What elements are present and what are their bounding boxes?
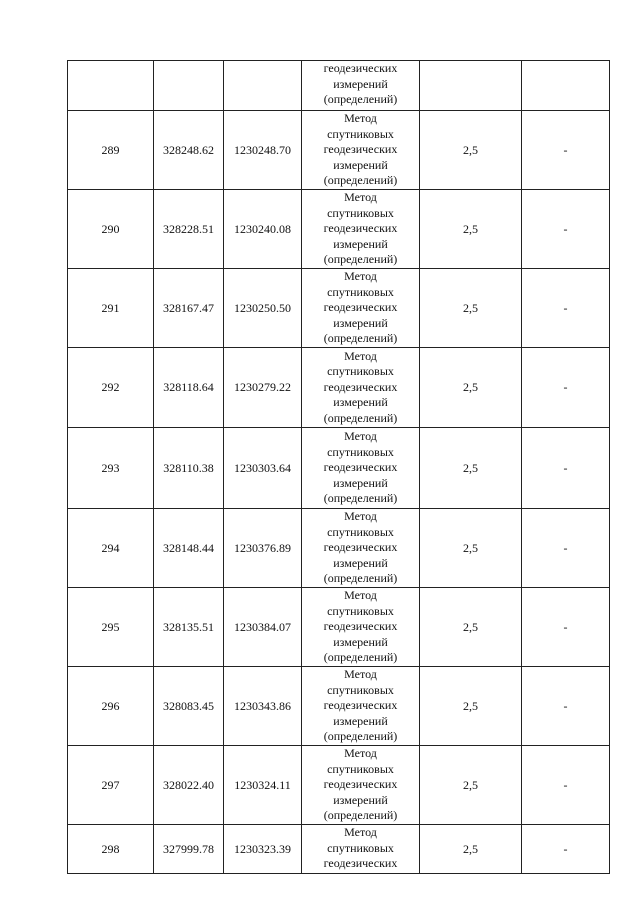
- cell-note: -: [522, 588, 610, 667]
- cell-y: 1230323.39: [224, 825, 302, 874]
- method-line: измерений: [333, 157, 388, 172]
- method-line: спутниковых: [327, 364, 394, 379]
- method-line: спутниковых: [327, 205, 394, 220]
- cell-x: [154, 61, 224, 111]
- method-line: (определений): [323, 571, 398, 586]
- method-line: измерений: [333, 315, 388, 330]
- method-line: спутниковых: [327, 761, 394, 776]
- cell-accuracy: 2,5: [420, 825, 522, 874]
- coordinates-table: [67, 60, 610, 874]
- method-line: Метод: [344, 509, 377, 524]
- method-line: (определений): [323, 410, 398, 425]
- method-line: геодезических: [323, 379, 398, 394]
- method-line: Метод: [344, 269, 377, 284]
- cell-y: 1230376.89: [224, 509, 302, 588]
- cell-point-number: 289: [68, 111, 154, 190]
- cell-y: 1230279.22: [224, 348, 302, 428]
- method-line: Метод: [344, 588, 377, 603]
- cell-accuracy: 2,5: [420, 509, 522, 588]
- method-line: геодезических: [323, 460, 398, 475]
- cell-accuracy: 2,5: [420, 269, 522, 348]
- cell-point-number: 297: [68, 746, 154, 825]
- method-line: (определений): [323, 491, 398, 506]
- cell-method: [302, 61, 420, 111]
- cell-accuracy: 2,5: [420, 667, 522, 746]
- cell-method: [302, 190, 420, 269]
- method-line: измерений: [333, 76, 388, 91]
- table-row: [68, 746, 610, 825]
- cell-point-number: 294: [68, 509, 154, 588]
- cell-point-number: 290: [68, 190, 154, 269]
- cell-y: [224, 61, 302, 111]
- method-line: измерений: [333, 475, 388, 490]
- method-line: (определений): [323, 729, 398, 744]
- cell-x: 328022.40: [154, 746, 224, 825]
- method-line: Метод: [344, 348, 377, 363]
- cell-y: 1230250.50: [224, 269, 302, 348]
- cell-y: 1230384.07: [224, 588, 302, 667]
- cell-x: 328083.45: [154, 667, 224, 746]
- cell-method: [302, 428, 420, 509]
- cell-y: 1230303.64: [224, 428, 302, 509]
- cell-point-number: 291: [68, 269, 154, 348]
- cell-note: -: [522, 190, 610, 269]
- cell-y: 1230240.08: [224, 190, 302, 269]
- cell-note: -: [522, 111, 610, 190]
- method-line: измерений: [333, 555, 388, 570]
- table-row: [68, 825, 610, 874]
- method-line: (определений): [323, 650, 398, 665]
- cell-x: 328228.51: [154, 190, 224, 269]
- cell-point-number: 295: [68, 588, 154, 667]
- method-line: Метод: [344, 667, 377, 682]
- cell-x: 328110.38: [154, 428, 224, 509]
- method-line: Метод: [344, 825, 377, 839]
- method-line: геодезических: [323, 856, 398, 870]
- cell-accuracy: [420, 61, 522, 111]
- method-line: геодезических: [323, 142, 398, 157]
- cell-x: 328118.64: [154, 348, 224, 428]
- cell-point-number: 293: [68, 428, 154, 509]
- cell-method: [302, 746, 420, 825]
- cell-y: 1230324.11: [224, 746, 302, 825]
- table-row: [68, 509, 610, 588]
- cell-method: [302, 269, 420, 348]
- cell-x: 328167.47: [154, 269, 224, 348]
- method-line: измерений: [333, 395, 388, 410]
- cell-y: 1230343.86: [224, 667, 302, 746]
- table-row: [68, 588, 610, 667]
- cell-method: [302, 111, 420, 190]
- cell-x: 328248.62: [154, 111, 224, 190]
- cell-method: [302, 509, 420, 588]
- method-line: геодезических: [323, 619, 398, 634]
- method-line: измерений: [333, 634, 388, 649]
- cell-y: 1230248.70: [224, 111, 302, 190]
- cell-note: -: [522, 825, 610, 874]
- method-line: измерений: [333, 792, 388, 807]
- method-line: спутниковых: [327, 524, 394, 539]
- method-line: спутниковых: [327, 284, 394, 299]
- cell-method: [302, 588, 420, 667]
- method-line: (определений): [323, 808, 398, 823]
- cell-note: [522, 61, 610, 111]
- cell-note: -: [522, 667, 610, 746]
- method-line: спутниковых: [327, 126, 394, 141]
- method-line: геодезических: [323, 221, 398, 236]
- cell-point-number: [68, 61, 154, 111]
- cell-accuracy: 2,5: [420, 111, 522, 190]
- method-line: Метод: [344, 429, 377, 444]
- method-line: (определений): [323, 252, 398, 267]
- method-line: геодезических: [323, 777, 398, 792]
- cell-accuracy: 2,5: [420, 428, 522, 509]
- method-line: измерений: [333, 713, 388, 728]
- cell-accuracy: 2,5: [420, 588, 522, 667]
- method-line: геодезических: [323, 698, 398, 713]
- method-line: спутниковых: [327, 603, 394, 618]
- method-line: измерений: [333, 236, 388, 251]
- method-line: Метод: [344, 111, 377, 126]
- table-row: [68, 667, 610, 746]
- cell-accuracy: 2,5: [420, 348, 522, 428]
- cell-method: [302, 667, 420, 746]
- method-line: геодезических: [323, 540, 398, 555]
- method-line: (определений): [323, 92, 398, 106]
- method-line: геодезических: [323, 61, 398, 75]
- cell-point-number: 298: [68, 825, 154, 874]
- method-line: (определений): [323, 173, 398, 188]
- table-row: [68, 269, 610, 348]
- table-row: [68, 348, 610, 428]
- method-line: Метод: [344, 190, 377, 205]
- cell-method: [302, 825, 420, 874]
- cell-point-number: 296: [68, 667, 154, 746]
- cell-note: -: [522, 269, 610, 348]
- table-row: [68, 190, 610, 269]
- cell-note: -: [522, 746, 610, 825]
- cell-note: -: [522, 509, 610, 588]
- method-line: спутниковых: [327, 444, 394, 459]
- method-line: Метод: [344, 746, 377, 761]
- cell-x: 327999.78: [154, 825, 224, 874]
- cell-accuracy: 2,5: [420, 746, 522, 825]
- method-line: (определений): [323, 331, 398, 346]
- cell-x: 328148.44: [154, 509, 224, 588]
- table-row: [68, 111, 610, 190]
- cell-x: 328135.51: [154, 588, 224, 667]
- cell-point-number: 292: [68, 348, 154, 428]
- table-row-continued: [68, 61, 610, 111]
- cell-method: [302, 348, 420, 428]
- cell-note: -: [522, 428, 610, 509]
- table-row: [68, 428, 610, 509]
- method-line: геодезических: [323, 300, 398, 315]
- method-line: спутниковых: [327, 840, 394, 855]
- coordinates-table-body: [68, 61, 610, 874]
- method-line: спутниковых: [327, 682, 394, 697]
- cell-accuracy: 2,5: [420, 190, 522, 269]
- cell-note: -: [522, 348, 610, 428]
